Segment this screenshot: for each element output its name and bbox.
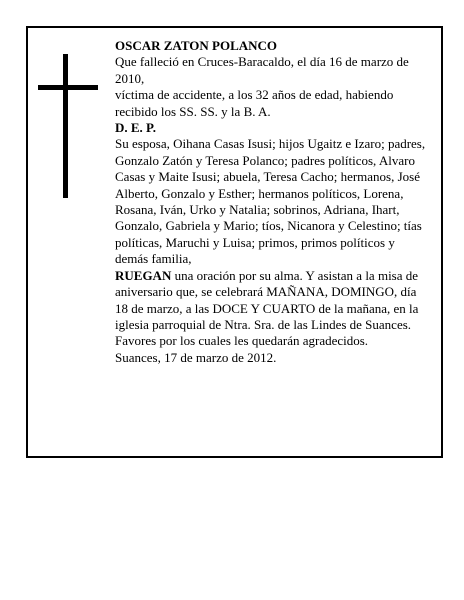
request-paragraph bbox=[115, 268, 427, 350]
dep-line: D. E. P. bbox=[115, 120, 157, 136]
death-line: Que falleció en Cruces-Baracaldo, el día 16 de marzo de 2010, bbox=[115, 54, 409, 86]
closing-line: Suances, 17 de marzo de 2012. bbox=[115, 349, 277, 365]
notice-text-block bbox=[115, 38, 427, 366]
request-text: una oración por su alma. Y asistan a la misa de aniversario que, se celebrará MAÑANA, DOMINGO, día 18 de marzo, a las DOCE Y CUARTO de la mañana, en la iglesia parroquial de Ntra. Sra. de las Lindes de Suances. Favores por los cuales les quedarán agradecidos. bbox=[115, 267, 419, 349]
circumstance-line: víctima de accidente, a los 32 años de edad, habiendo recibido los SS. SS. y la B. A. bbox=[115, 87, 394, 119]
deceased-name: OSCAR ZATON POLANCO bbox=[115, 38, 278, 53]
family-list: Su esposa, Oihana Casas Isusi; hijos Ugaitz e Izaro; padres, Gonzalo Zatón y Teresa Polanco; padres políticos, Alvaro Casas y Maite Isusi; abuela, Teresa Cacho; hermanos, José Alberto, Gonzalo y Esther; hermanos políticos, Lorena, Rosana, Iván, Urko y Natalia; sobrinos, Adriana, Ihart, Gonzalo, Gabriela y Mario; tíos, Nicanora y Celestino; tías políticas, Maruchi y Luisa; primos, primos políticos y demás familia, bbox=[115, 136, 426, 267]
request-word: RUEGAN bbox=[115, 267, 172, 283]
latin-cross-icon bbox=[38, 54, 98, 198]
cross-vertical-bar bbox=[63, 54, 68, 198]
cross-horizontal-bar bbox=[38, 85, 98, 90]
